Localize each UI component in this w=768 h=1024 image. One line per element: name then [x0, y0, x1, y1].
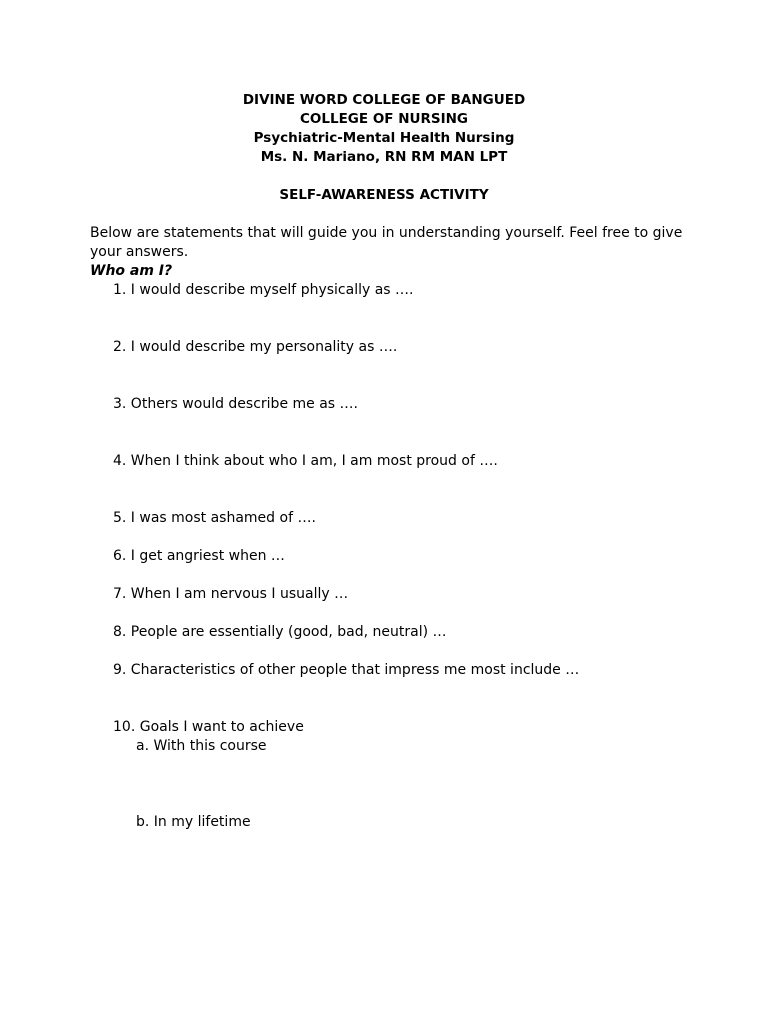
question-9: 9. Characteristics of other people that impress me most include …	[113, 662, 580, 678]
sub-item-b: b. In my lifetime	[136, 814, 251, 830]
question-5: 5. I was most ashamed of ….	[113, 510, 316, 526]
question-10: 10. Goals I want to achieve	[113, 719, 304, 735]
intro-paragraph: Below are statements that will guide you in understanding yourself. Feel free to give your answers.	[90, 225, 683, 260]
question-2: 2. I would describe my personality as ….	[113, 339, 398, 355]
question-4: 4. When I think about who I am, I am most proud of ….	[113, 453, 498, 469]
question-3: 3. Others would describe me as ….	[113, 396, 358, 412]
section-heading: Who am I?	[90, 263, 173, 279]
question-8: 8. People are essentially (good, bad, neutral) …	[113, 624, 447, 640]
question-7: 7. When I am nervous I usually …	[113, 586, 349, 602]
course-title: Psychiatric-Mental Health Nursing	[253, 130, 515, 146]
activity-title: SELF-AWARENESS ACTIVITY	[279, 187, 489, 203]
question-1: 1. I would describe myself physically as ….	[113, 282, 414, 298]
question-6: 6. I get angriest when …	[113, 548, 285, 564]
college-name: COLLEGE OF NURSING	[300, 111, 468, 127]
school-name: DIVINE WORD COLLEGE OF BANGUED	[242, 92, 526, 108]
sub-item-a: a. With this course	[136, 738, 267, 754]
instructor-name: Ms. N. Mariano, RN RM MAN LPT	[260, 149, 508, 165]
